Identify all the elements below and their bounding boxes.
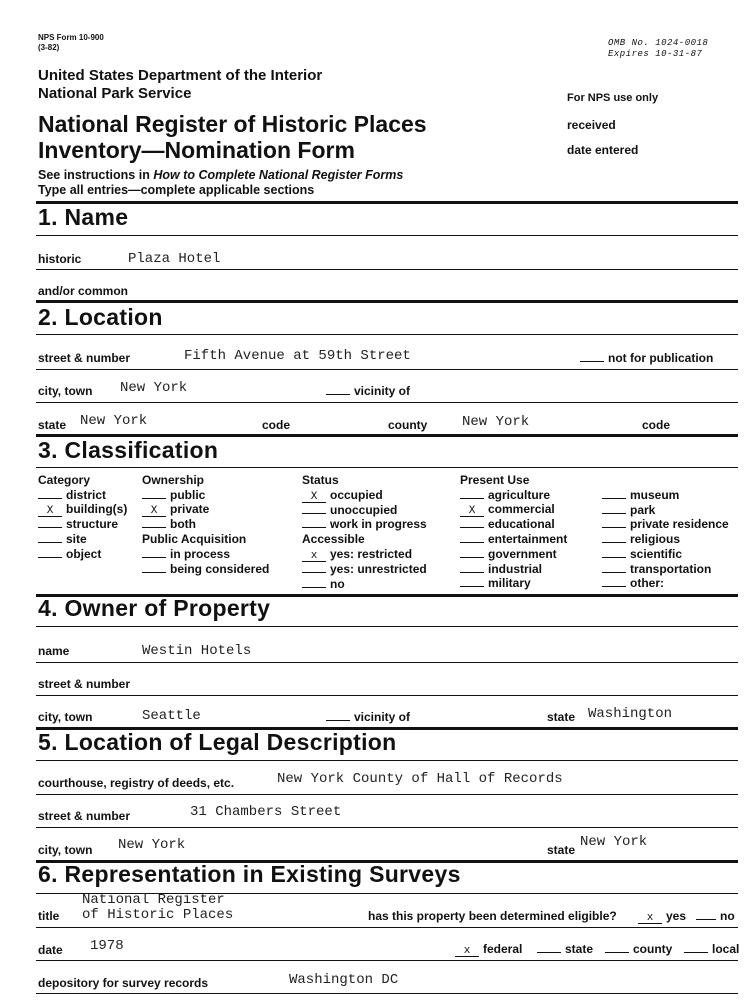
street-number-field[interactable]: Fifth Avenue at 59th Street bbox=[184, 348, 411, 364]
form-number: NPS Form 10-900 bbox=[38, 33, 104, 42]
section-rule bbox=[36, 760, 738, 761]
section-rule bbox=[36, 300, 738, 303]
category-option[interactable]: structure bbox=[38, 517, 127, 532]
section-rule bbox=[36, 626, 738, 627]
legal-state-field[interactable]: New York bbox=[580, 834, 648, 850]
checkbox-blank[interactable]: X bbox=[302, 493, 326, 503]
use-option[interactable]: government bbox=[460, 547, 567, 562]
section-rule bbox=[36, 334, 738, 335]
section-4-heading: 4. Owner of Property bbox=[38, 595, 271, 621]
use-option[interactable]: transportation bbox=[602, 562, 729, 577]
section-rule bbox=[36, 235, 738, 236]
form-title-line2: Inventory—Nomination Form bbox=[38, 137, 355, 163]
instructions-line1: See instructions in How to Complete National Register Forms bbox=[38, 168, 404, 182]
county-field[interactable]: New York bbox=[462, 414, 530, 430]
use-option[interactable]: educational bbox=[460, 517, 567, 532]
eligible-yes-option[interactable]: x yes bbox=[638, 909, 686, 924]
status-option[interactable]: unoccupied bbox=[302, 503, 427, 518]
checkbox-blank[interactable]: x bbox=[455, 947, 479, 957]
present-use-column-2 bbox=[602, 488, 729, 591]
section-rule bbox=[36, 467, 738, 468]
checkbox-blank[interactable] bbox=[38, 518, 62, 528]
depository-field[interactable]: Washington DC bbox=[289, 972, 399, 988]
checkbox-blank[interactable] bbox=[602, 504, 626, 514]
checkbox-blank[interactable] bbox=[602, 577, 626, 587]
owner-name-field[interactable]: Westin Hotels bbox=[142, 643, 252, 659]
omb-number: OMB No. 1024-0018 bbox=[608, 38, 709, 48]
field-rule bbox=[36, 927, 738, 928]
field-rule bbox=[36, 269, 738, 270]
category-column bbox=[38, 473, 127, 562]
owner-city-label: city, town bbox=[38, 710, 93, 724]
accessible-option[interactable]: no bbox=[302, 577, 427, 592]
status-option[interactable]: work in progress bbox=[302, 517, 427, 532]
checkbox-blank[interactable] bbox=[605, 943, 629, 953]
ownership-option[interactable]: X private bbox=[142, 502, 269, 517]
checkbox-blank[interactable] bbox=[38, 548, 62, 558]
depository-label: depository for survey records bbox=[38, 976, 209, 990]
use-option[interactable]: military bbox=[460, 576, 567, 591]
survey-date-label: date bbox=[38, 943, 63, 957]
checkbox-blank[interactable]: X bbox=[142, 507, 166, 517]
ownership-option[interactable]: public bbox=[142, 488, 269, 503]
checkbox-blank[interactable] bbox=[142, 489, 166, 499]
use-option[interactable]: museum bbox=[602, 488, 729, 503]
historic-name-field[interactable]: Plaza Hotel bbox=[128, 251, 221, 267]
checkbox-blank[interactable] bbox=[302, 518, 326, 528]
status-option[interactable]: X occupied bbox=[302, 488, 427, 503]
section-6-heading: 6. Representation in Existing Surveys bbox=[38, 861, 461, 887]
checkbox-blank[interactable] bbox=[696, 910, 716, 920]
field-rule bbox=[36, 402, 738, 403]
checkbox-blank[interactable] bbox=[460, 577, 484, 587]
section-5-heading: 5. Location of Legal Description bbox=[38, 729, 397, 755]
accessible-option[interactable]: x yes: restricted bbox=[302, 547, 427, 562]
use-option[interactable]: entertainment bbox=[460, 532, 567, 547]
accessible-option[interactable]: yes: unrestricted bbox=[302, 562, 427, 577]
state-survey-option[interactable]: state bbox=[537, 942, 593, 956]
code-label: code bbox=[262, 418, 291, 432]
eligible-no-option[interactable]: no bbox=[696, 909, 735, 923]
checkbox-blank[interactable]: x bbox=[302, 552, 326, 562]
category-option[interactable]: site bbox=[38, 532, 127, 547]
present-use-column bbox=[460, 473, 567, 591]
not-for-publication-option[interactable]: not for publication bbox=[580, 351, 713, 365]
field-rule bbox=[36, 993, 738, 994]
instructions-line2: Type all entries—complete applicable sections bbox=[38, 183, 315, 197]
checkbox-blank[interactable] bbox=[302, 578, 326, 588]
legal-state-label: state bbox=[547, 843, 576, 857]
courthouse-field[interactable]: New York County of Hall of Records bbox=[277, 771, 563, 787]
form-revision: (3-82) bbox=[38, 43, 60, 52]
field-rule bbox=[36, 794, 738, 795]
checkbox-blank[interactable] bbox=[142, 563, 166, 573]
accessible-heading: Accessible bbox=[302, 532, 365, 547]
checkbox-blank[interactable] bbox=[684, 943, 708, 953]
use-option[interactable]: X commercial bbox=[460, 502, 567, 517]
checkbox-blank[interactable] bbox=[326, 385, 350, 395]
present-use-heading: Present Use bbox=[460, 473, 530, 487]
acquisition-option[interactable]: in process bbox=[142, 547, 269, 562]
city-town-field[interactable]: New York bbox=[120, 380, 188, 396]
checkbox-blank[interactable] bbox=[326, 711, 350, 721]
owner-state-label: state bbox=[547, 710, 576, 724]
local-option[interactable]: local bbox=[684, 942, 739, 956]
category-option[interactable]: object bbox=[38, 547, 127, 562]
checkbox-blank[interactable] bbox=[302, 563, 326, 573]
eligibility-question: has this property been determined eligible? bbox=[368, 909, 617, 923]
form-title-line1: National Register of Historic Places bbox=[38, 111, 427, 137]
street-number-label: street & number bbox=[38, 351, 131, 365]
legal-street-label: street & number bbox=[38, 809, 131, 823]
checkbox-blank[interactable] bbox=[602, 489, 626, 499]
expiration-date: Expires 10-31-87 bbox=[608, 49, 703, 59]
owner-vicinity-option[interactable]: vicinity of bbox=[326, 710, 410, 724]
checkbox-blank[interactable] bbox=[537, 943, 561, 953]
section-1-heading: 1. Name bbox=[38, 204, 129, 230]
checkbox-blank[interactable] bbox=[602, 563, 626, 573]
acquisition-option[interactable]: being considered bbox=[142, 562, 269, 577]
nps-use-label: For NPS use only bbox=[567, 92, 659, 104]
field-rule bbox=[36, 695, 738, 696]
checkbox-blank[interactable] bbox=[142, 518, 166, 528]
section-3-heading: 3. Classification bbox=[38, 437, 219, 463]
field-rule bbox=[36, 827, 738, 828]
status-column bbox=[302, 473, 427, 591]
checkbox-blank[interactable] bbox=[460, 533, 484, 543]
checkbox-blank[interactable] bbox=[580, 352, 604, 362]
status-heading: Status bbox=[302, 473, 339, 487]
use-option[interactable]: industrial bbox=[460, 562, 567, 577]
state-label: state bbox=[38, 418, 67, 432]
checkbox-blank[interactable] bbox=[460, 518, 484, 528]
county-label: county bbox=[388, 418, 428, 432]
historic-label: historic bbox=[38, 252, 82, 266]
state-field[interactable]: New York bbox=[80, 413, 148, 429]
vicinity-option[interactable]: vicinity of bbox=[326, 384, 410, 398]
city-town-label: city, town bbox=[38, 384, 93, 398]
received-label: received bbox=[567, 118, 616, 132]
checkbox-blank[interactable] bbox=[460, 563, 484, 573]
checkbox-blank[interactable]: X bbox=[38, 507, 62, 517]
use-option[interactable]: agriculture bbox=[460, 488, 567, 503]
ownership-heading: Ownership bbox=[142, 473, 205, 487]
category-option[interactable]: X building(s) bbox=[38, 502, 127, 517]
survey-title-label: title bbox=[38, 909, 60, 923]
section-rule bbox=[36, 201, 738, 204]
owner-street-label: street & number bbox=[38, 677, 131, 691]
use-option[interactable]: religious bbox=[602, 532, 729, 547]
use-option[interactable]: private residence bbox=[602, 517, 729, 532]
checkbox-blank[interactable] bbox=[602, 548, 626, 558]
use-option[interactable]: other: bbox=[602, 576, 729, 591]
county-option[interactable]: county bbox=[605, 942, 672, 956]
field-rule bbox=[36, 960, 738, 961]
legal-city-label: city, town bbox=[38, 843, 93, 857]
ownership-column bbox=[142, 473, 269, 576]
date-entered-label: date entered bbox=[567, 143, 639, 157]
field-rule bbox=[36, 369, 738, 370]
common-name-label: and/or common bbox=[38, 284, 129, 298]
service-name: National Park Service bbox=[38, 85, 192, 102]
owner-state-field[interactable]: Washington bbox=[588, 706, 673, 722]
checkbox-blank[interactable] bbox=[460, 489, 484, 499]
legal-street-field[interactable]: 31 Chambers Street bbox=[190, 804, 342, 820]
courthouse-label: courthouse, registry of deeds, etc. bbox=[38, 776, 235, 790]
checkbox-blank[interactable] bbox=[38, 489, 62, 499]
owner-city-field[interactable]: Seattle bbox=[142, 708, 201, 724]
checkbox-blank[interactable] bbox=[38, 533, 62, 543]
use-option[interactable]: park bbox=[602, 503, 729, 518]
checkbox-blank[interactable]: x bbox=[638, 914, 662, 924]
use-option[interactable]: scientific bbox=[602, 547, 729, 562]
survey-title-field[interactable]: National Register of Historic Places bbox=[82, 892, 234, 923]
checkbox-blank[interactable] bbox=[602, 518, 626, 528]
owner-name-label: name bbox=[38, 644, 70, 658]
checkbox-blank[interactable] bbox=[142, 548, 166, 558]
survey-date-field[interactable]: 1978 bbox=[90, 938, 124, 954]
checkbox-blank[interactable] bbox=[460, 548, 484, 558]
category-option[interactable]: district bbox=[38, 488, 127, 503]
federal-option[interactable]: x federal bbox=[455, 942, 522, 957]
field-rule bbox=[36, 662, 738, 663]
ownership-option[interactable]: both bbox=[142, 517, 269, 532]
code-label-2: code bbox=[642, 418, 671, 432]
checkbox-blank[interactable] bbox=[302, 504, 326, 514]
legal-city-field[interactable]: New York bbox=[118, 837, 186, 853]
category-heading: Category bbox=[38, 473, 91, 487]
department-name: United States Department of the Interior bbox=[38, 67, 323, 84]
public-acquisition-heading: Public Acquisition bbox=[142, 532, 247, 547]
section-2-heading: 2. Location bbox=[38, 304, 163, 330]
checkbox-blank[interactable] bbox=[602, 533, 626, 543]
checkbox-blank[interactable]: X bbox=[460, 507, 484, 517]
